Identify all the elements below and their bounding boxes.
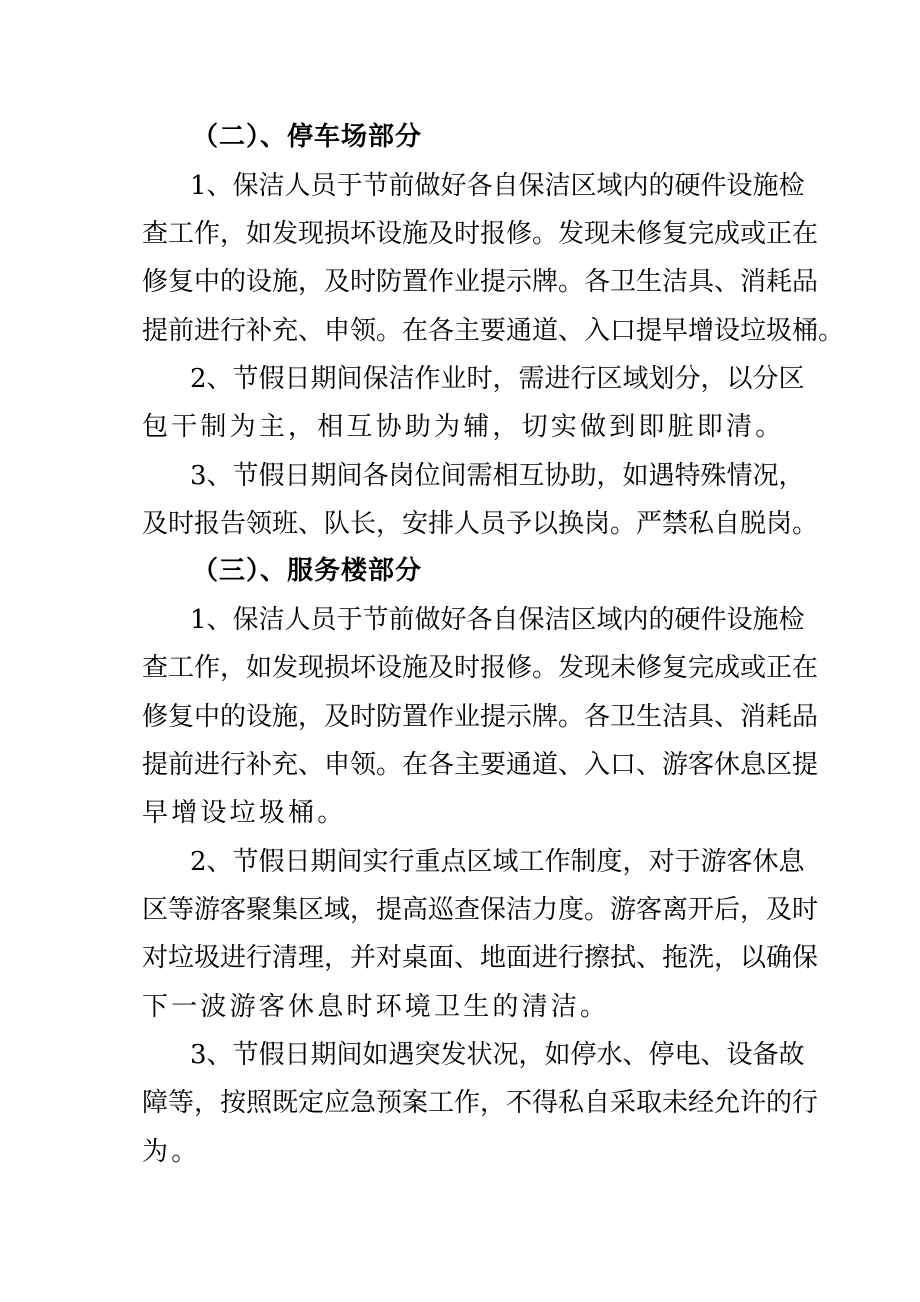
paragraph-line: 3、节假日期间如遇突发状况，如停水、停电、设备故 [190,1040,805,1070]
paragraph-line: 修复中的设施，及时防置作业提示牌。各卫生洁具、消耗品 [142,267,819,297]
paragraph-line: 为。 [142,1137,201,1167]
paragraph-line: 3、节假日期间各岗位间需相互协助，如遇特殊情况， [190,461,805,491]
paragraph-line: 查工作，如发现损坏设施及时报修。发现未修复完成或正在 [142,219,819,249]
paragraph-line: 障等，按照既定应急预案工作，不得私自采取未经允许的行 [142,1088,819,1118]
paragraph-line: 查工作，如发现损坏设施及时报修。发现未修复完成或正在 [142,653,819,683]
section-heading-parking: （二）、停车场部分 [192,122,423,152]
paragraph-line: 2、节假日期间实行重点区域工作制度，对于游客休息 [190,847,805,877]
paragraph-line: 1、保洁人员于节前做好各自保洁区域内的硬件设施检 [190,605,805,635]
section-heading-service-building: （三）、服务楼部分 [192,556,423,586]
paragraph-line: 提前进行补充、申领。在各主要通道、入口提早增设垃圾桶。 [142,316,845,346]
paragraph-line: 及时报告领班、队长，安排人员予以换岗。严禁私自脱岗。 [142,509,819,539]
paragraph-line: 区等游客聚集区域，提高巡查保洁力度。游客离开后，及时 [142,895,819,925]
paragraph-line: 下一波游客休息时环境卫生的清洁。 [142,992,610,1022]
paragraph-line: 2、节假日期间保洁作业时，需进行区域划分，以分区 [190,364,805,394]
paragraph-line: 提前进行补充、申领。在各主要通道、入口、游客休息区提 [142,750,819,780]
paragraph-line: 早增设垃圾桶。 [142,798,347,828]
paragraph-line: 包干制为主，相互协助为辅，切实做到即脏即清。 [142,412,785,442]
paragraph-line: 修复中的设施，及时防置作业提示牌。各卫生洁具、消耗品 [142,702,819,732]
paragraph-line: 对垃圾进行清理，并对桌面、地面进行擦拭、拖洗，以确保 [142,943,819,973]
paragraph-line: 1、保洁人员于节前做好各自保洁区域内的硬件设施检 [190,171,805,201]
